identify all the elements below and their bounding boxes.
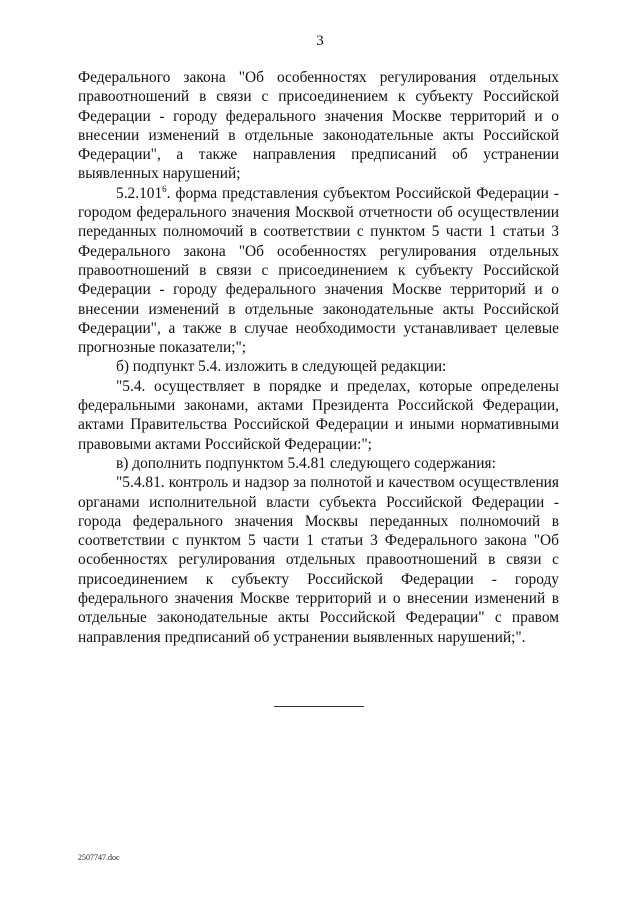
- item-superscript: 6: [162, 183, 167, 194]
- document-body: [78, 68, 559, 647]
- paragraph-subitem-v: в) дополнить подпунктом 5.4.81 следующего содержания:: [116, 454, 496, 472]
- paragraph-item-5-2-101: [78, 184, 559, 358]
- paragraph-item-5-4-81: "5.4.81. контроль и надзор за полнотой и качеством осуществления органами исполнительной власти субъекта Российской Федерации - города федерального значения Москвы переданных полномочий в соответствии с пунктом 5 части 1 статьи 3 Федерального закона "Об особенностях регулирования отдельных правоотношений в связи с присоединением к субъекту Российской Федерации - городу федерального значения Москве территорий и о внесении изменений в отдельные законодательные акты Российской Федерации" с правом направления предписаний об устранении выявленных нарушений;".: [78, 474, 559, 646]
- page-number: 3: [316, 33, 324, 49]
- end-separator-line: [274, 706, 364, 707]
- paragraph-item-5-4: "5.4. осуществляет в порядке и пределах, которые определены федеральными законами, актами Президента Российской Федерации, актами Правительства Российской Федерации и иными нормативными правовыми актами Российской Федерации:";: [78, 377, 559, 453]
- paragraph-continuation: Федерального закона "Об особенностях регулирования отдельных правоотношений в связи с присоединением к субъекту Российской Федерации - городу федерального значения Москве территорий и о внесении изменений в отдельные законодательные акты Российской Федерации", а также направления предписаний об устранении выявленных нарушений;: [78, 69, 559, 183]
- item-text: . форма представления субъектом Российской Федерации - городом федерального значения Москвой отчетности об осуществлении переданных полномочий в соответствии с пунктом 5 части 1 статьи 3 Федерального закона "Об особенностях регулирования отдельных правоотношений в связи с присоединением к субъекту Российской Федерации - городу федерального значения Москве территорий и о внесении изменений в отдельные законодательные акты Российской Федерации", а также в случае необходимости устанавливает целевые прогнозные показатели;";: [78, 184, 559, 357]
- paragraph-subitem-b: б) подпункт 5.4. изложить в следующей редакции:: [116, 358, 447, 376]
- item-number: 5.2.101: [116, 184, 163, 202]
- document-id: 2507747.doc: [78, 853, 120, 862]
